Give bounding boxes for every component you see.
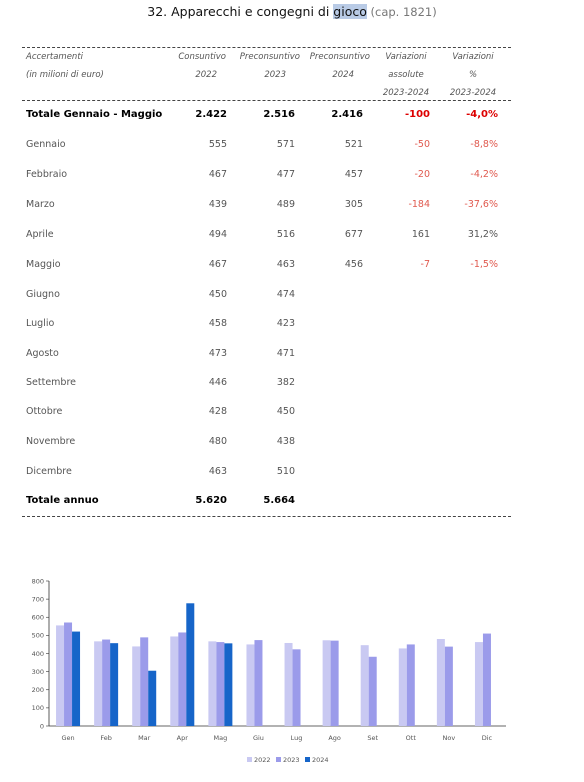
x-tick-label: Nov bbox=[442, 734, 456, 742]
header-col2-line2: 2023 bbox=[264, 70, 286, 80]
bottom-divider bbox=[22, 516, 511, 517]
row-label: Febbraio bbox=[26, 169, 68, 180]
cell-abs: -100 bbox=[404, 109, 430, 120]
y-tick-label: 500 bbox=[31, 631, 44, 640]
title-text: 32. Apparecchi e congegni di bbox=[147, 4, 334, 19]
table-row bbox=[26, 436, 506, 450]
x-tick-label: Mag bbox=[213, 734, 228, 742]
row-label: Dicembre bbox=[26, 466, 72, 477]
bar-2023-Giu bbox=[254, 640, 262, 726]
row-label: Giugno bbox=[26, 289, 60, 300]
header-col5-line1: Variazioni bbox=[452, 52, 494, 62]
bar-2023-Ott bbox=[407, 644, 415, 726]
table-total-row bbox=[26, 495, 506, 509]
x-tick-label: Ago bbox=[328, 734, 341, 742]
x-tick-label: Giu bbox=[252, 734, 264, 742]
bar-2024-Gen bbox=[72, 632, 80, 726]
bar-2023-Apr bbox=[178, 632, 186, 726]
bar-2022-Nov bbox=[437, 639, 445, 726]
table-row bbox=[26, 466, 506, 480]
x-tick-label: Feb bbox=[100, 734, 112, 742]
bar-2023-Ago bbox=[331, 641, 339, 726]
row-label: Gennaio bbox=[26, 139, 66, 150]
title-cap: (cap. 1821) bbox=[366, 5, 437, 19]
bar-2023-Dic bbox=[483, 634, 491, 726]
row-label: Marzo bbox=[26, 199, 55, 210]
cell-2023: 571 bbox=[276, 139, 295, 150]
bar-2022-Mar bbox=[132, 646, 140, 726]
page-title bbox=[0, 4, 584, 19]
y-tick-label: 400 bbox=[31, 649, 44, 658]
cell-2022: 494 bbox=[208, 229, 227, 240]
y-tick-label: 0 bbox=[39, 722, 44, 731]
cell-2023: 489 bbox=[276, 199, 295, 210]
cell-2023: 423 bbox=[276, 318, 295, 329]
table-row bbox=[26, 259, 506, 273]
cell-2024: 305 bbox=[344, 199, 363, 210]
cell-2024: 2.416 bbox=[331, 109, 363, 120]
legend-swatch-2022 bbox=[247, 757, 252, 762]
cell-2024: 677 bbox=[344, 229, 363, 240]
legend-label: 2023 bbox=[283, 756, 300, 764]
cell-abs: -7 bbox=[420, 259, 430, 270]
cell-2024: 521 bbox=[344, 139, 363, 150]
bar-2022-Feb bbox=[94, 641, 102, 726]
cell-2023: 474 bbox=[276, 289, 295, 300]
table-row bbox=[26, 169, 506, 183]
table-row bbox=[26, 199, 506, 213]
header-col0-line1: Accertamenti bbox=[26, 52, 84, 62]
cell-2023: 471 bbox=[276, 348, 295, 359]
bar-2024-Mar bbox=[148, 671, 156, 726]
cell-2022: 467 bbox=[208, 259, 227, 270]
cell-2023: 516 bbox=[276, 229, 295, 240]
row-label: Aprile bbox=[26, 229, 54, 240]
bar-2024-Apr bbox=[186, 603, 194, 726]
x-tick-label: Lug bbox=[290, 734, 303, 742]
legend-swatch-2023 bbox=[276, 757, 281, 762]
cell-2023: 463 bbox=[276, 259, 295, 270]
bar-2023-Gen bbox=[64, 623, 72, 726]
header-col5-line3: 2023-2024 bbox=[449, 88, 497, 98]
cell-abs: -184 bbox=[408, 199, 430, 210]
row-label: Maggio bbox=[26, 259, 61, 270]
x-tick-label: Dic bbox=[481, 734, 493, 742]
cell-2022: 446 bbox=[208, 377, 227, 388]
row-label: Totale annuo bbox=[26, 495, 99, 506]
header-col1-line2: 2022 bbox=[195, 70, 217, 80]
cell-2022: 467 bbox=[208, 169, 227, 180]
header-col3-line1: Preconsuntivo bbox=[309, 52, 370, 62]
cell-2023: 382 bbox=[276, 377, 295, 388]
cell-2022: 439 bbox=[208, 199, 227, 210]
cell-pct: -4,2% bbox=[470, 169, 498, 180]
y-tick-label: 300 bbox=[31, 667, 44, 676]
table-row bbox=[26, 348, 506, 362]
header-col4-line1: Variazioni bbox=[385, 52, 427, 62]
header-col4-line3: 2023-2024 bbox=[382, 88, 430, 98]
cell-2022: 428 bbox=[208, 406, 227, 417]
cell-abs: -20 bbox=[414, 169, 430, 180]
cell-2023: 2.516 bbox=[263, 109, 295, 120]
header-col2-line1: Preconsuntivo bbox=[239, 52, 300, 62]
bar-2023-Nov bbox=[445, 647, 453, 726]
x-tick-label: Set bbox=[367, 734, 379, 742]
row-label: Settembre bbox=[26, 377, 76, 388]
cell-pct: -4,0% bbox=[466, 109, 498, 120]
cell-2022: 5.620 bbox=[195, 495, 227, 506]
cell-2022: 555 bbox=[208, 139, 227, 150]
row-label: Ottobre bbox=[26, 406, 63, 417]
cell-2022: 480 bbox=[208, 436, 227, 447]
title-highlight: gioco bbox=[333, 4, 367, 19]
bar-2022-Dic bbox=[475, 642, 483, 726]
y-tick-label: 700 bbox=[31, 595, 44, 604]
y-tick-label: 800 bbox=[31, 577, 44, 586]
row-label: Novembre bbox=[26, 436, 76, 447]
cell-pct: 31,2% bbox=[467, 229, 498, 240]
bar-2022-Set bbox=[361, 645, 369, 726]
cell-abs: 161 bbox=[411, 229, 430, 240]
table-row bbox=[26, 406, 506, 420]
bar-2023-Set bbox=[369, 657, 377, 726]
bar-2022-Giu bbox=[246, 644, 254, 726]
cell-2023: 450 bbox=[276, 406, 295, 417]
bar-2022-Mag bbox=[208, 641, 216, 726]
legend-label: 2022 bbox=[254, 756, 271, 764]
table-row bbox=[26, 377, 506, 391]
row-label: Totale Gennaio - Maggio bbox=[26, 109, 163, 120]
legend-swatch-2024 bbox=[305, 757, 310, 762]
cell-2024: 457 bbox=[344, 169, 363, 180]
x-tick-label: Gen bbox=[61, 734, 75, 742]
cell-2022: 450 bbox=[208, 289, 227, 300]
cell-2022: 463 bbox=[208, 466, 227, 477]
cell-2024: 456 bbox=[344, 259, 363, 270]
table-row bbox=[26, 289, 506, 303]
cell-2023: 510 bbox=[276, 466, 295, 477]
cell-2022: 2.422 bbox=[195, 109, 227, 120]
cell-2023: 5.664 bbox=[263, 495, 295, 506]
cell-2022: 473 bbox=[208, 348, 227, 359]
bar-2024-Feb bbox=[110, 643, 118, 726]
cell-2023: 477 bbox=[276, 169, 295, 180]
row-label: Luglio bbox=[26, 318, 55, 329]
cell-pct: -8,8% bbox=[470, 139, 498, 150]
bar-2024-Mag bbox=[224, 643, 232, 726]
bar-2023-Feb bbox=[102, 640, 110, 726]
bar-chart bbox=[0, 570, 584, 782]
table-row bbox=[26, 229, 506, 243]
y-tick-label: 600 bbox=[31, 613, 44, 622]
bar-2022-Apr bbox=[170, 636, 178, 726]
header-col0-line2: (in milioni di euro) bbox=[26, 70, 104, 80]
header-col5-line2: % bbox=[468, 70, 478, 80]
bar-2023-Mar bbox=[140, 637, 148, 726]
cell-pct: -1,5% bbox=[470, 259, 498, 270]
bar-2022-Gen bbox=[56, 625, 64, 726]
legend-label: 2024 bbox=[312, 756, 329, 764]
header-col1-line1: Consuntivo bbox=[178, 52, 226, 62]
bar-2022-Ago bbox=[323, 640, 331, 726]
cell-2023: 438 bbox=[276, 436, 295, 447]
header-col4-line2: assolute bbox=[388, 70, 424, 80]
bar-2022-Ott bbox=[399, 648, 407, 726]
bar-2023-Mag bbox=[216, 642, 224, 726]
row-label: Agosto bbox=[26, 348, 59, 359]
header-col3-line2: 2024 bbox=[332, 70, 354, 80]
table-row bbox=[26, 318, 506, 332]
top-divider bbox=[22, 47, 511, 48]
x-tick-label: Ott bbox=[405, 734, 416, 742]
cell-2022: 458 bbox=[208, 318, 227, 329]
header-divider bbox=[22, 100, 511, 101]
table-row bbox=[26, 139, 506, 153]
cell-abs: -50 bbox=[414, 139, 430, 150]
cell-pct: -37,6% bbox=[464, 199, 498, 210]
y-tick-label: 200 bbox=[31, 686, 44, 695]
table-total-row bbox=[26, 109, 506, 123]
bar-2023-Lug bbox=[293, 649, 301, 726]
bar-2022-Lug bbox=[285, 643, 293, 726]
x-tick-label: Mar bbox=[138, 734, 151, 742]
x-tick-label: Apr bbox=[176, 734, 188, 742]
y-tick-label: 100 bbox=[31, 704, 44, 713]
